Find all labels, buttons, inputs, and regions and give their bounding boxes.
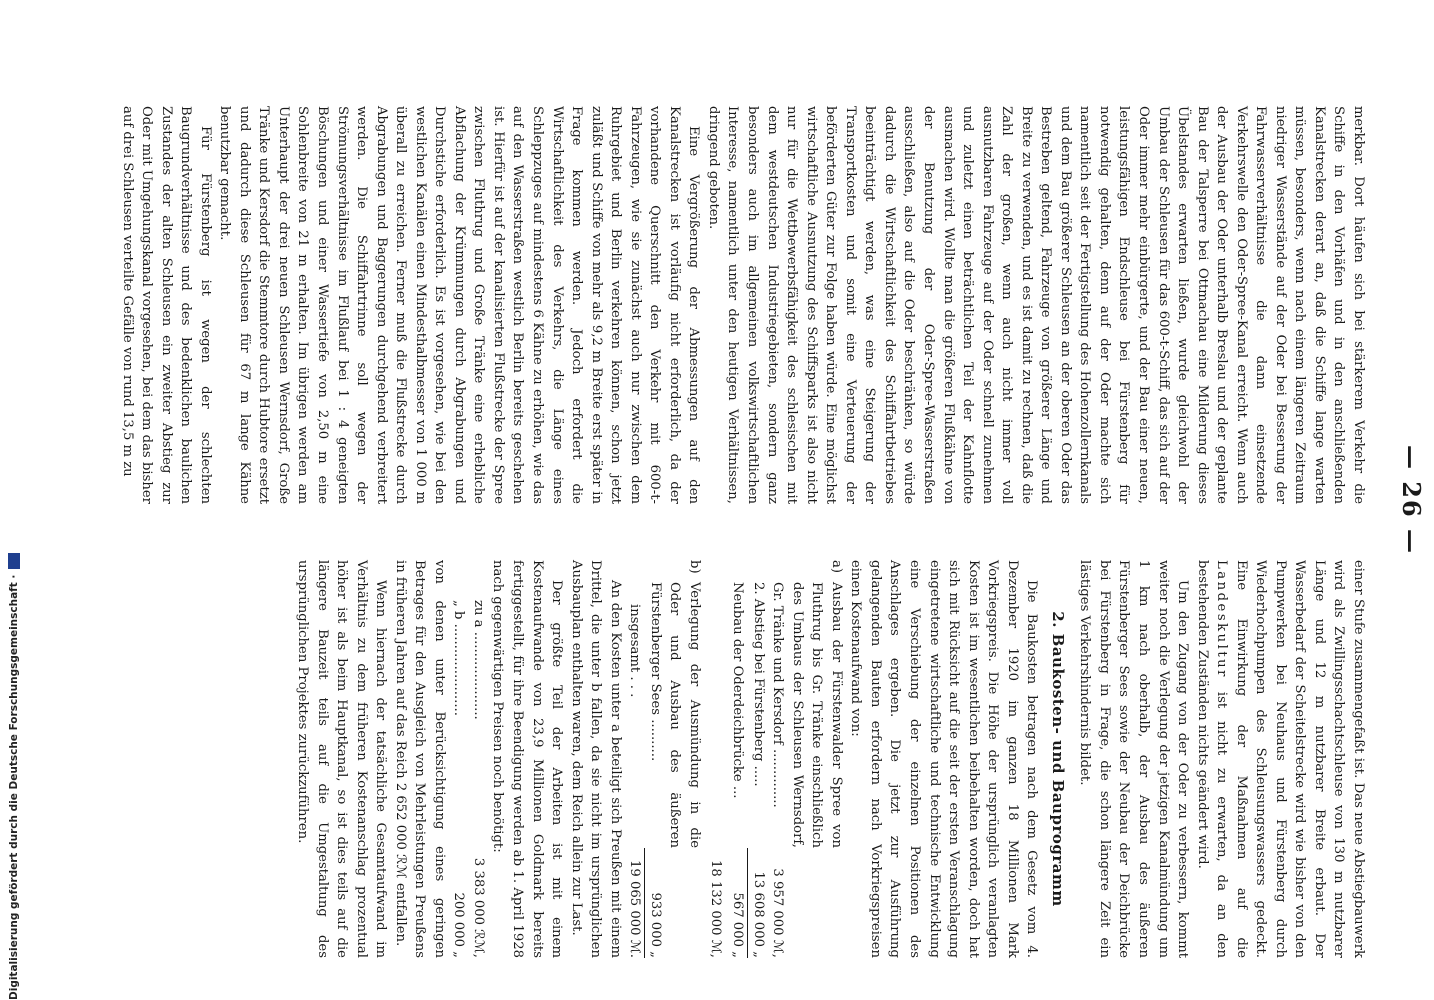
item-description: Ausbau der Fürstenwalder Spree von Fluthrug bis Gr. Tränke einschließlich des Umbaus der Schleusen Wernsdorf, Gr. Tränke und Kersdorf [770,582,844,848]
paragraph: Wenn hiernach der tatsächliche Gesamtaufwand im Verhältnis zu dem früheren Kostenanschlag prozentual höher ist als beim Hauptkanal, so ist dies teils auf die längere Bauzeit teils auf die Umgestaltung des ursprünglichen Projektes zurückzuführen. [295,560,389,958]
cost-row [768,582,846,958]
cost-label: „ b [451,600,467,620]
cost-amount: 200 000 „ [451,892,467,958]
leader-dots: ...................... [451,623,467,716]
item-description: Verlegung der Ausmündung in die Oder und Ausbau des äußeren Fürstenberger Sees [647,582,702,848]
left-column [117,106,1368,504]
page-number: — 26 — [1397,444,1426,556]
item-amount: 3 957 000 ℳ, [770,868,786,958]
paragraph: von denen unter Berücksichtigung eines geringen Betrages für den Ausgleich von Mehrleistungen Preußens in früheren Jahren auf das Reich 2 652 000 ℛℳ entfallen. [392,560,447,958]
paragraph [1192,560,1368,958]
remaining-cost-a [468,560,488,958]
paragraph: Für Fürstenberg ist wegen der schlechten Baugrundverhältnisse und des bedenklichen baulichen Zustandes der alten Schleusen ein zweiter Abstieg zur Oder mit Umgehungskanal vorgesehen, bei dem das bisher auf drei Schleusen verteilte Gefälle von rund 13,5 m zu [119,106,213,504]
paragraph: An den Kosten unter a beteiligt sich Preußen mit einem Drittel, die unter b fallen, da sie nicht im ursprünglichen Ausbauplan enthalten waren, dem Reich allein zur Last. [568,560,623,958]
cost-text [468,600,488,720]
cost-item-b [625,560,704,958]
item-label: a) [828,560,844,574]
digitization-credit [8,0,20,1000]
total-amount: 19 065 000 ℳ. [625,848,646,958]
cost-amount: 3 383 000 ℛℳ, [470,857,486,958]
cost-row [728,582,749,958]
right-column [292,560,1368,958]
paragraph-text: ist nicht zu erwarten, da an den bestehenden Zuständen nichts geändert wird. [1194,560,1230,958]
cost-row [748,582,768,958]
item-body [704,582,846,958]
item-text [645,582,704,848]
section-heading: 2. Baukosten- und Bauprogramm [1048,611,1067,907]
item-body [625,582,704,958]
item-label: b) [686,560,702,574]
item-amount: 933 000 „ [647,892,663,958]
remaining-cost-b [449,560,469,958]
total-row [625,582,646,958]
leader-dots: .......... [647,719,663,762]
item-description: Neubau der Oderdeichbrücke [730,582,746,782]
total-label: insgesamt . . . [627,604,643,698]
item-description: 2. Abstieg bei Fürstenberg [750,582,766,762]
leader-dots: .............. [770,748,786,808]
cost-text [449,600,469,716]
cost-row [645,582,704,958]
leader-dots: ..... [750,765,766,787]
paragraph: merkbar. Dort häufen sich bei stärkerem Verkehr die Schiffe in den Vorhäfen und in den anschließenden Kanalstrecken derart an, daß die Schiffe lange warten müssen, besonders, wenn nach einem längeren Zeitraum niedriger Wasserstände auf der Oder bei Besserung der Fahrwasserverhältnisse die dann einsetzende Verkehrswelle den Oder-Spree-Kanal erreicht. Wenn auch der Ausbau der Oder unterhalb Breslau und der geplante Bau der Talsperre bei Ottmachau eine Milderung dieses Übelstandes erwarten ließen, wurde gleichwohl der Umbau der Schleusen für das 600-t-Schiff, das sich auf der Oder immer mehr einbürgerte, und der Bau einer neuen, leistungsfähigen Endschleuse bei Fürstenberg für notwendig gehalten, denn auf der Oder machte sich namentlich seit der Fertigstellung des Hohenzollernkanals und dem Bau größerer Schleusen an der oberen Oder das Bestreben geltend, Fahrzeuge von größerer Länge und Breite zu verwenden, und es ist damit zu rechnen, daß die Zahl der großen, wenn auch nicht immer voll ausnutzbaren Fahrzeuge auf der Oder schnell zunehmen und zuletzt einen beträchtlichen Teil der Kahnflotte ausmachen wird. Wollte man die größeren Flußkähne von der Benutzung der Oder-Spree-Wasserstraßen ausschließen, also auf die Oder beschränken, so würde dadurch die Wirtschaftlichkeit des Schiffahrtbetriebes beeinträchtigt werden, was eine Steigerung der Transportkosten und somit eine Verteuerung der beförderten Güter zur Folge haben würde. Eine möglichst wirtschaftliche Ausnutzung des Schiffsparks ist also nicht nur für die Wettbewerbsfähigkeit des schlesischen mit dem westdeutschen Industriegebieten, sondern ganz besonders auch im allgemeinen volkswirtschaftlichen Interesse, namentlich unter den heutigen Verhältnissen, dringend geboten. [705,106,1366,504]
leader-dots: ..................... [470,631,486,720]
subtotal: 18 132 000 ℳ, [708,860,724,958]
item-amount: 567 000 „ [728,848,749,958]
item-text [768,582,846,848]
credit-text: Digitalisierung gefördert durch die Deutsche Forschungsgemeinschaft · [8,574,20,1000]
paragraph: Die Baukosten betragen nach dem Gesetz vom 4. Dezember 1920 im ganzen 18 Millionen Mark Vorkriegspreis. Die Höhe der ursprünglich veranlagten Kosten ist im wesentlichen beibehalten worden, doch hat sich mit Rücksicht auf die seit der ersten Veranschlagung eingetretene wirtschaftliche und technische Entwicklung eine Verschiebung der einzelnen Positionen des Anschlages ergeben. Die jetzt zur Ausführung gelangenden Bauten erfordern nach Vorkriegspreisen einen Kostenaufwand von: [848,560,1040,958]
emphasized-term: Landeskultur [1214,560,1230,679]
paragraph-text: einer Stufe zusammengefaßt ist. Das neue Abstiegbauwerk wird als Zwillingsschachtschleuse von 130 m nutzbarer Länge und 12 m nutzbarer Breite erbaut. Der Wasserbedarf der Scheitelstrecke wird wie bisher von den Pumpwerken bei Neuhaus und Fürstenberg durch Wiederhochpumpen des Schleusungswassers gedeckt. Eine Einwirkung der Maßnahmen auf die [1233,560,1366,958]
cost-item-a [704,560,846,958]
cost-label: zu a [470,600,486,628]
paragraph: Um den Zugang von der Oder zu verbessern, kommt weiter noch die Verlegung der jetzigen Kanalmündung um 1 km nach oberhalb, der Ausbau des äußeren Fürstenberger Sees sowie der Neubau der Deichbrücke bei Fürstenberg in Frage, die schon längere Zeit ein lästiges Verkehrshindernis bildet. [1077,560,1191,958]
paragraph: Der größte Teil der Arbeiten ist mit einem Kostenaufwande von 23,9 Millionen Goldmark bereits fertiggestellt, für ihre Beendigung werden ab 1. April 1928 nach gegenwärtigen Preisen noch benötigt: [490,560,565,958]
item-amount: 13 608 000 „ [750,871,766,958]
item-text [748,582,768,787]
item-text [728,582,748,798]
leader-dots: ... [730,785,746,799]
dfg-logo-icon [8,553,20,569]
paragraph: Eine Vergrößerung der Abmessungen auf den Kanalstrecken ist vorläufig nicht erforderlich, da der vorhandene Querschnitt den Verkehr mit 600-t-Fahrzeugen, wie sie zunächst auch nur zwischen dem Ruhrgebiet und Berlin verkehren können, schon jetzt zuläßt und Schiffe von mehr als 9,2 m Breite erst später in Frage kommen werden. Jedoch erfordert die Wirtschaftlichkeit des Verkehrs, die Länge eines Schleppzuges auf mindestens 6 Kähne zu erhöhen, wie das auf den Wasserstraßen westlich Berlin bereits geschehen ist. Hierfür ist auf der kanalisierten Flußstrecke der Spree zwischen Fluthrug und Große Tränke eine erhebliche Abflachung der Krümmungen durch Abgrabungen und Durchstiche erforderlich. Es ist vorgesehen, wie bei den westlichen Kanälen einen Mindesthalbmesser von 1 000 m überall zu erreichen. Ferner muß die Flußstrecke durch Abgrabungen und Baggerungen durchgehend verbreitert werden. Die Schiffahrtrinne soll wegen der Strömungsverhältnisse im Flußlauf bei 1 : 4 geneigten Böschungen und einer Wassertiefe von 2,50 m eine Sohlenbreite von 21 m erhalten. Im übrigen werden am Unterhaupt der drei neuen Schleusen Wernsdorf, Große Tränke und Kersdorf die Stemmtore durch Hubtore ersetzt und dadurch diese Schleusen für 67 m lange Kähne benutzbar gemacht. [217,106,702,504]
